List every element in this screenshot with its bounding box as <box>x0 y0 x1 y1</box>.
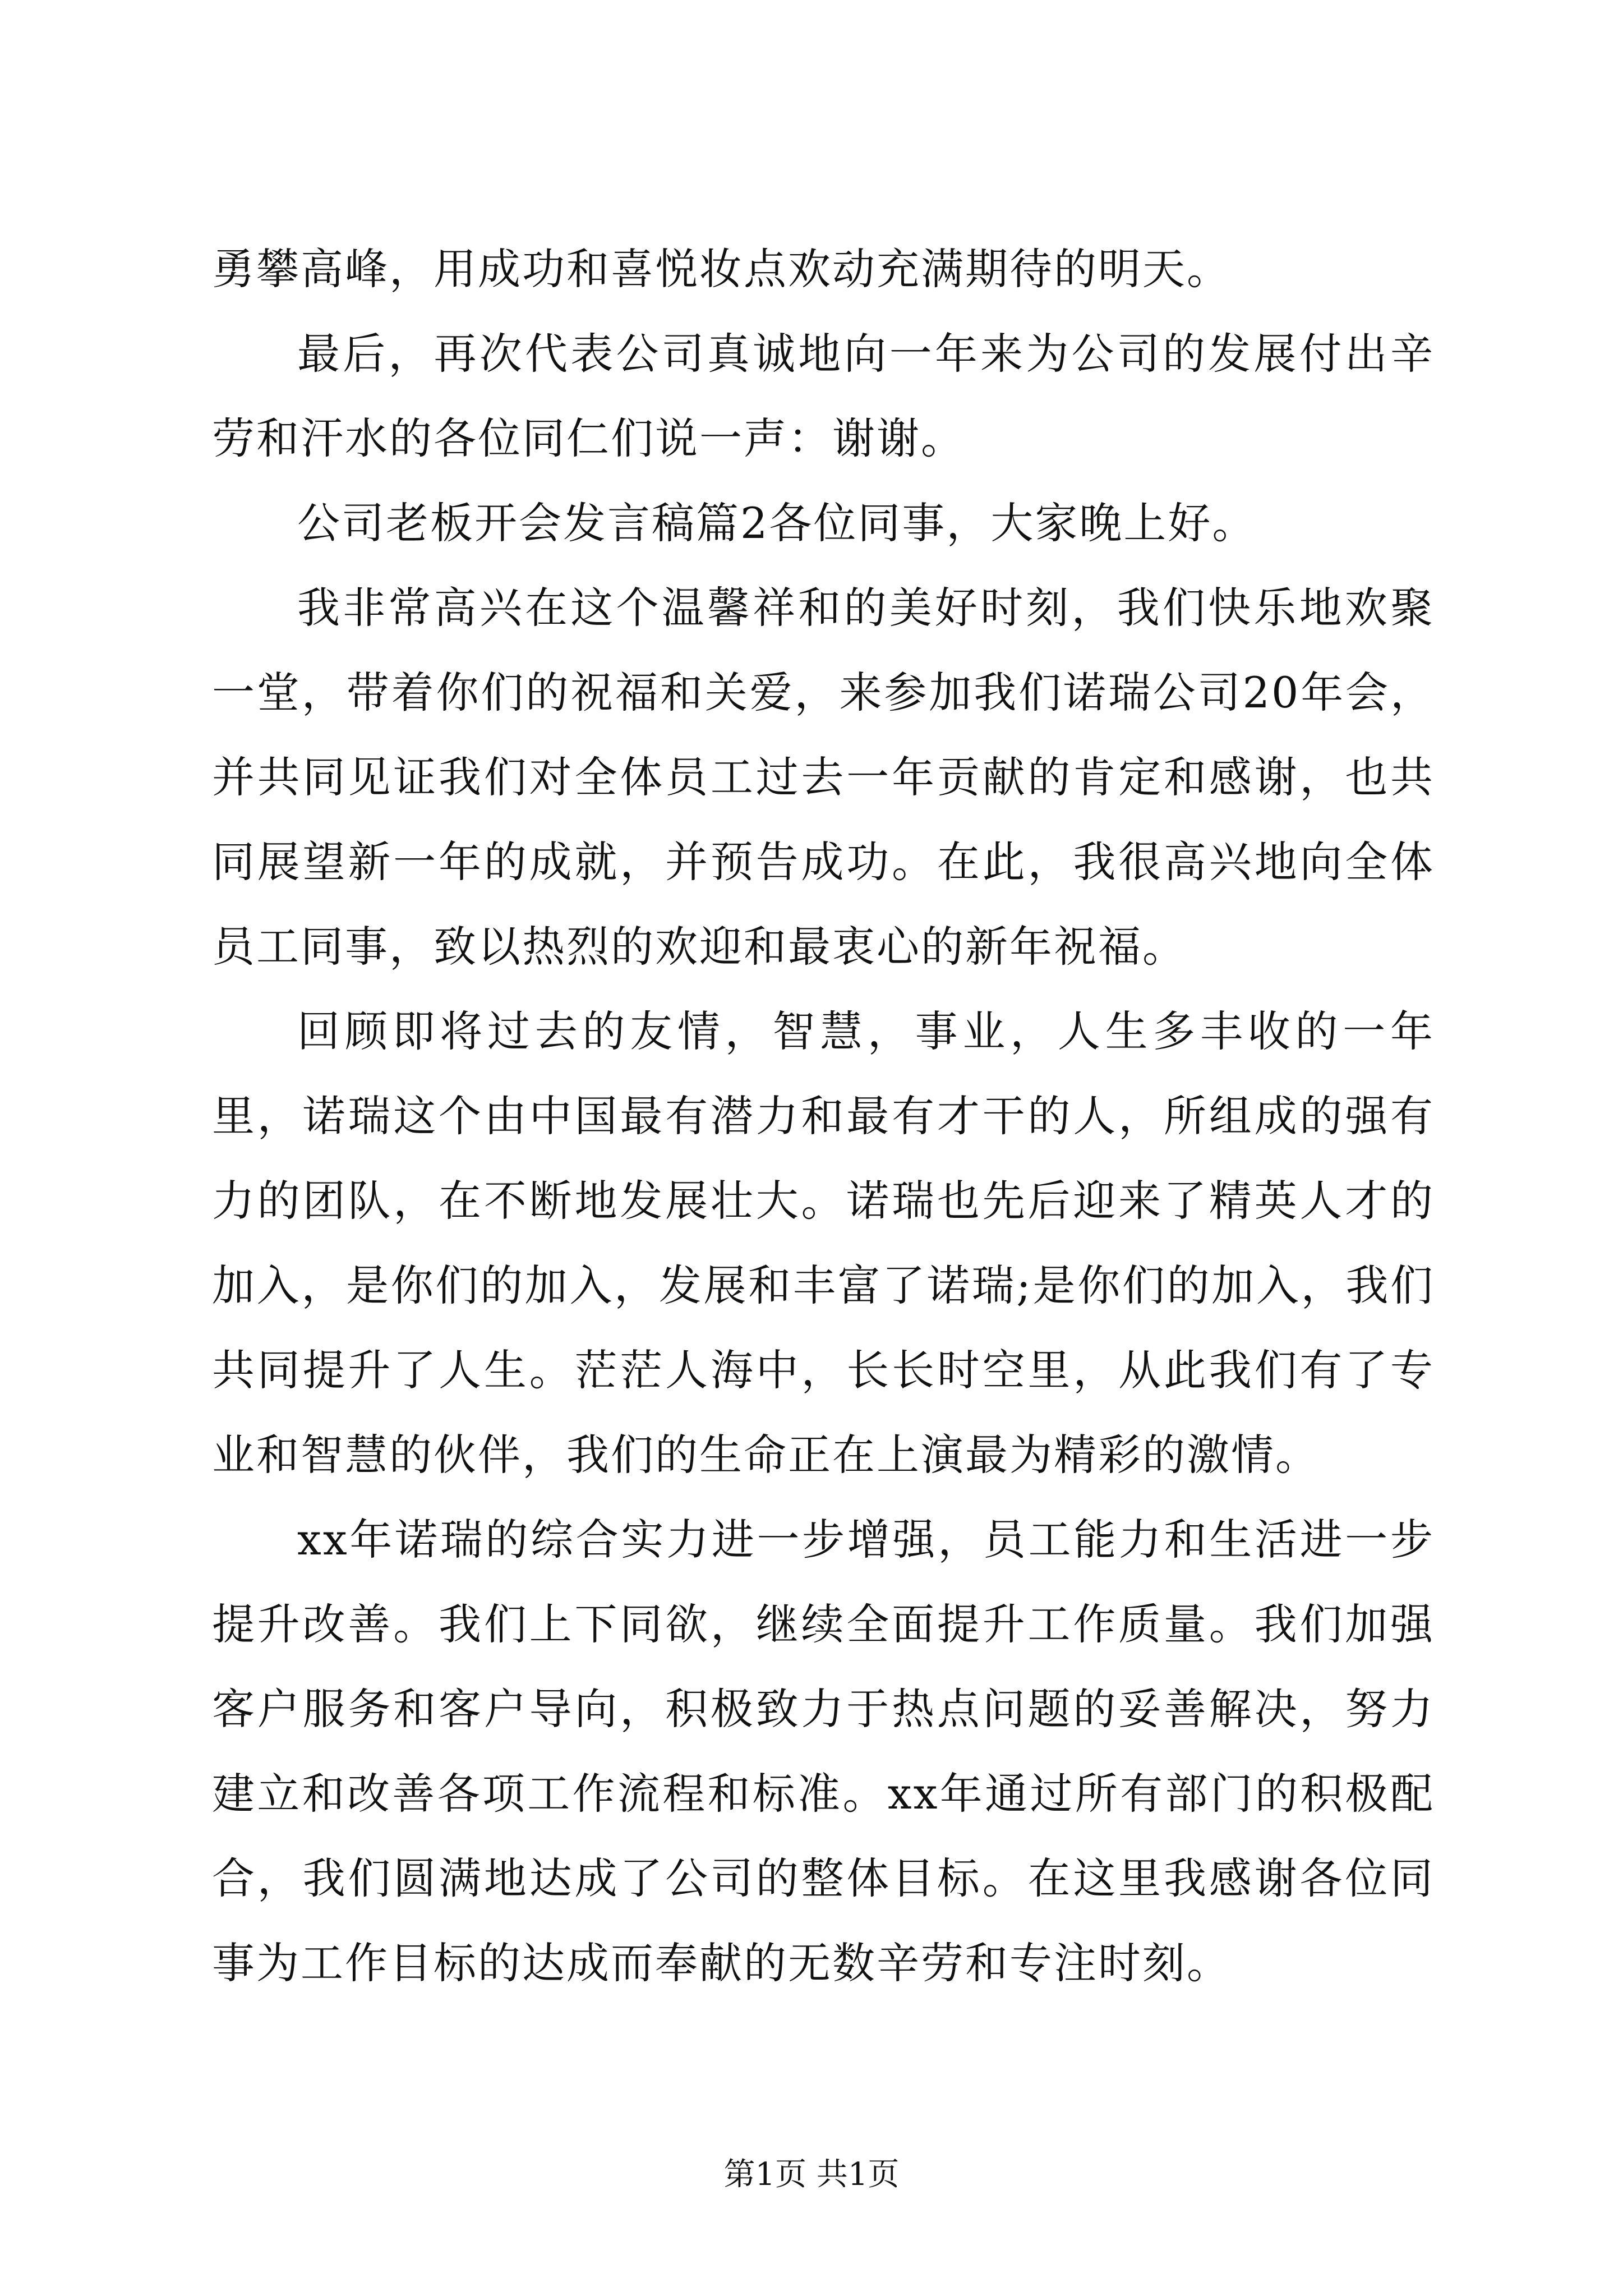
paragraph-continuation: 勇攀高峰，用成功和喜悦妆点欢动充满期待的明天。 <box>212 244 1231 294</box>
paragraph-closing-thanks: 最后，再次代表公司真诚地向一年来为公司的发展付出辛劳和汗水的各位同仁们说一声：谢谢。 <box>212 329 1435 463</box>
paragraph-speech-2-heading: 公司老板开会发言稿篇2各位同事，大家晚上好。 <box>297 498 1257 548</box>
paragraph-welcome: 我非常高兴在这个温馨祥和的美好时刻，我们快乐地欢聚一堂，带着你们的祝福和关爱，来参加我们诺瑞公司20年会，并共同见证我们对全体员工过去一年贡献的肯定和感谢，也共同展望新一年的成就，并预告成功。在此，我很高兴地向全体员工同事，致以热烈的欢迎和最衷心的新年祝福。 <box>212 583 1435 972</box>
page-number-label: 第1页 共1页 <box>723 2156 900 2193</box>
page-footer <box>0 2155 1623 2194</box>
paragraph-achievements: xx年诺瑞的综合实力进一步增强，员工能力和生活进一步提升改善。我们上下同欲，继续全面提升工作质量。我们加强客户服务和客户导向，积极致力于热点问题的妥善解决，努力建立和改善各项工作流程和标准。xx年通过所有部门的积极配合，我们圆满地达成了公司的整体目标。在这里我感谢各位同事为工作目标的达成而奉献的无数辛劳和专注时刻。 <box>212 1515 1435 1988</box>
paragraph-review: 回顾即将过去的友情，智慧，事业，人生多丰收的一年里，诺瑞这个由中国最有潜力和最有才干的人，所组成的强有力的团队，在不断地发展壮大。诺瑞也先后迎来了精英人才的加入，是你们的加入，发展和丰富了诺瑞;是你们的加入，我们共同提升了人生。茫茫人海中，长长时空里，从此我们有了专业和智慧的伙伴，我们的生命正在上演最为精彩的激情。 <box>212 1006 1435 1480</box>
document-body <box>212 227 1435 2005</box>
